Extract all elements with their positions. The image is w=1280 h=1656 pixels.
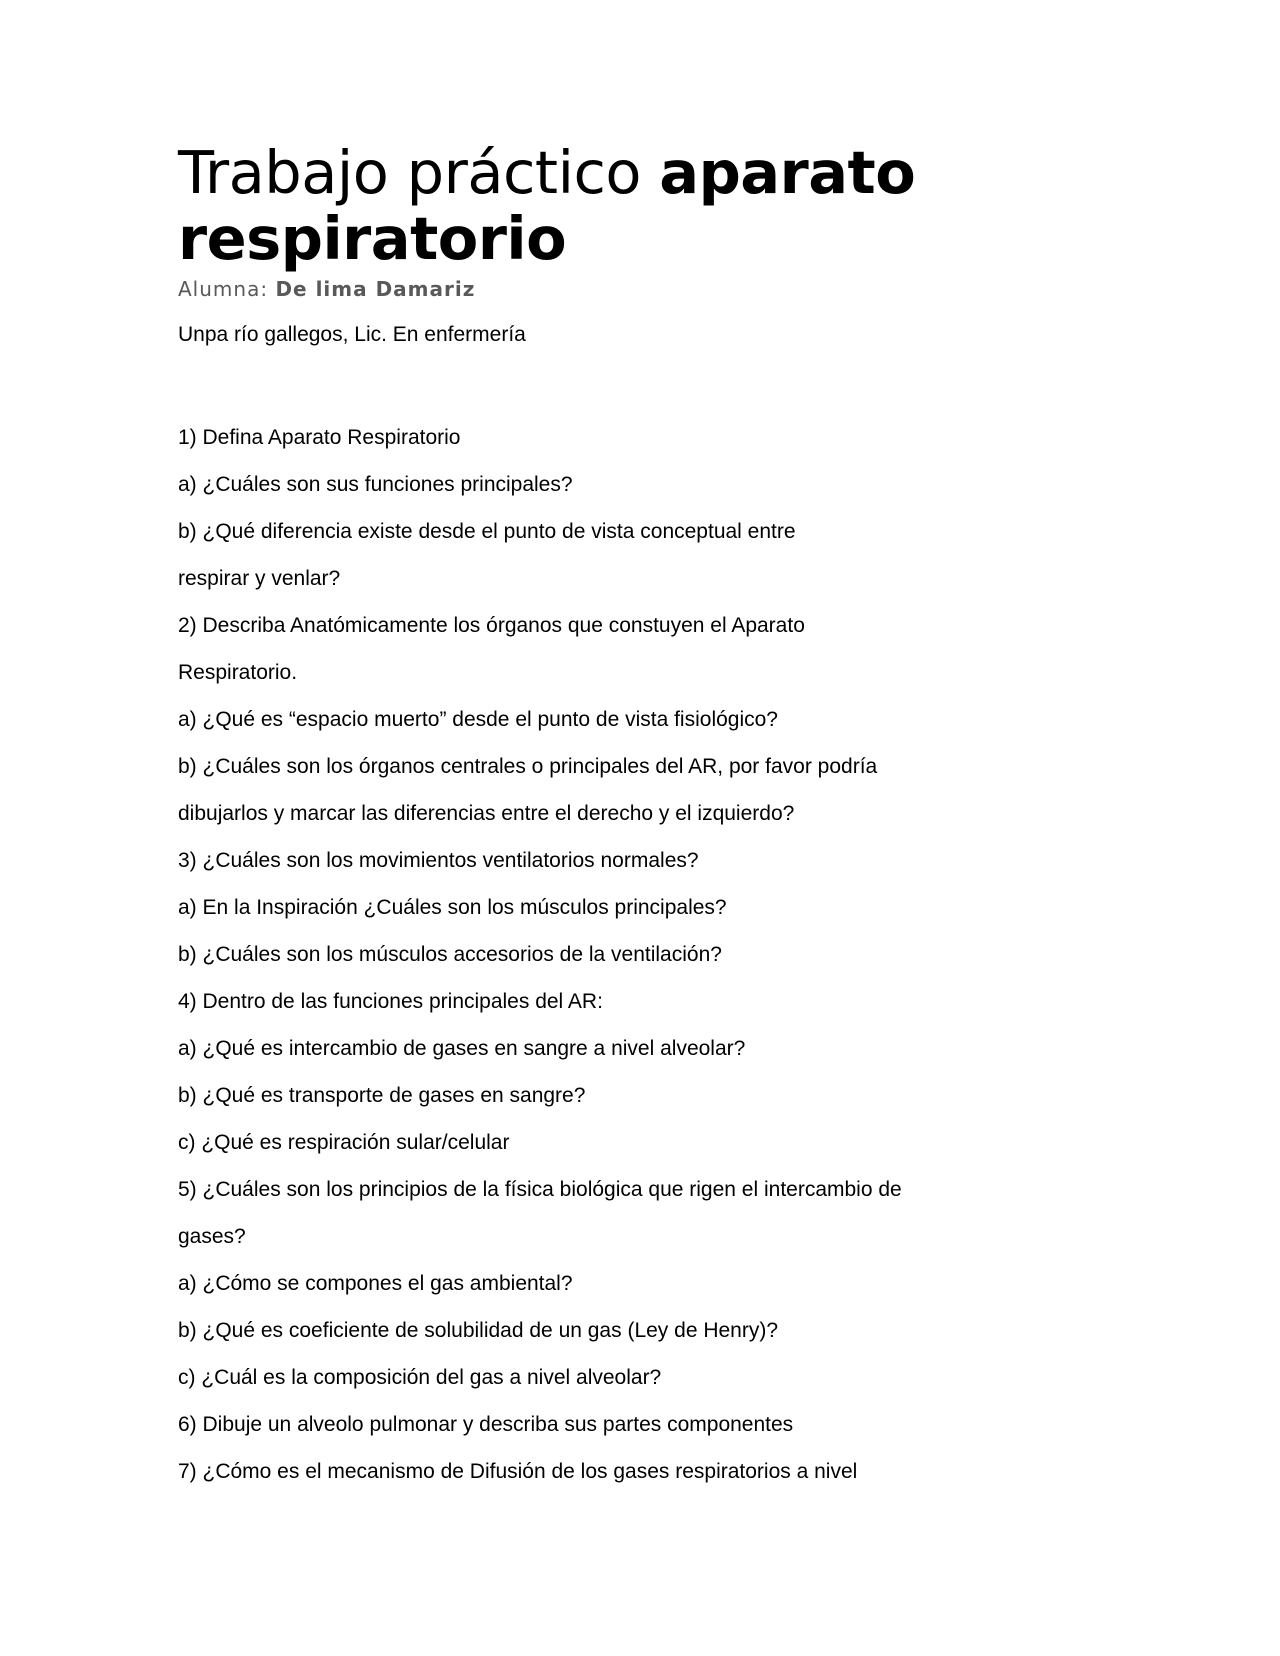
title-bold-text: aparato respiratorio — [178, 138, 916, 273]
question-line: 5) ¿Cuáles son los principios de la física biológica que rigen el intercambio de — [178, 1178, 902, 1201]
question-line: 1) Defina Aparato Respiratorio — [178, 426, 461, 449]
student-line — [178, 276, 918, 302]
question-line: a) ¿Qué es “espacio muerto” desde el punto de vista fisiológico? — [178, 708, 778, 731]
question-line: c) ¿Qué es respiración sular/celular — [178, 1131, 510, 1154]
document-title — [178, 140, 918, 272]
question-line: respirar y venlar? — [178, 567, 341, 590]
institution-line: Unpa río gallegos, Lic. En enfermería — [178, 323, 526, 346]
question-line: b) ¿Cuáles son los músculos accesorios de la ventilación? — [178, 943, 722, 966]
question-line: a) ¿Qué es intercambio de gases en sangre a nivel alveolar? — [178, 1037, 746, 1060]
question-line: gases? — [178, 1225, 246, 1248]
question-line: a) ¿Cuáles son sus funciones principales? — [178, 473, 573, 496]
document-content — [178, 140, 918, 1495]
question-line: c) ¿Cuál es la composición del gas a nivel alveolar? — [178, 1366, 662, 1389]
question-line: b) ¿Cuáles son los órganos centrales o principales del AR, por favor podría — [178, 755, 878, 778]
question-line: Respiratorio. — [178, 661, 298, 684]
question-list — [178, 414, 918, 1495]
student-label: Alumna: — [178, 277, 276, 301]
question-line: 6) Dibuje un alveolo pulmonar y describa sus partes componentes — [178, 1413, 794, 1436]
question-line: a) En la Inspiración ¿Cuáles son los músculos principales? — [178, 896, 727, 919]
question-line: 4) Dentro de las funciones principales del AR: — [178, 990, 603, 1013]
title-regular-text: Trabajo práctico — [178, 138, 660, 207]
question-line: b) ¿Qué es transporte de gases en sangre? — [178, 1084, 586, 1107]
student-name: De lima Damariz — [275, 277, 476, 301]
question-line: b) ¿Qué diferencia existe desde el punto de vista conceptual entre — [178, 520, 796, 543]
question-line: a) ¿Cómo se compones el gas ambiental? — [178, 1272, 573, 1295]
question-line: b) ¿Qué es coeficiente de solubilidad de un gas (Ley de Henry)? — [178, 1319, 779, 1342]
question-line: dibujarlos y marcar las diferencias entre el derecho y el izquierdo? — [178, 802, 795, 825]
question-line: 2) Describa Anatómicamente los órganos que constuyen el Aparato — [178, 614, 805, 637]
question-line: 3) ¿Cuáles son los movimientos ventilatorios normales? — [178, 849, 699, 872]
question-line: 7) ¿Cómo es el mecanismo de Difusión de los gases respiratorios a nivel — [178, 1460, 858, 1483]
